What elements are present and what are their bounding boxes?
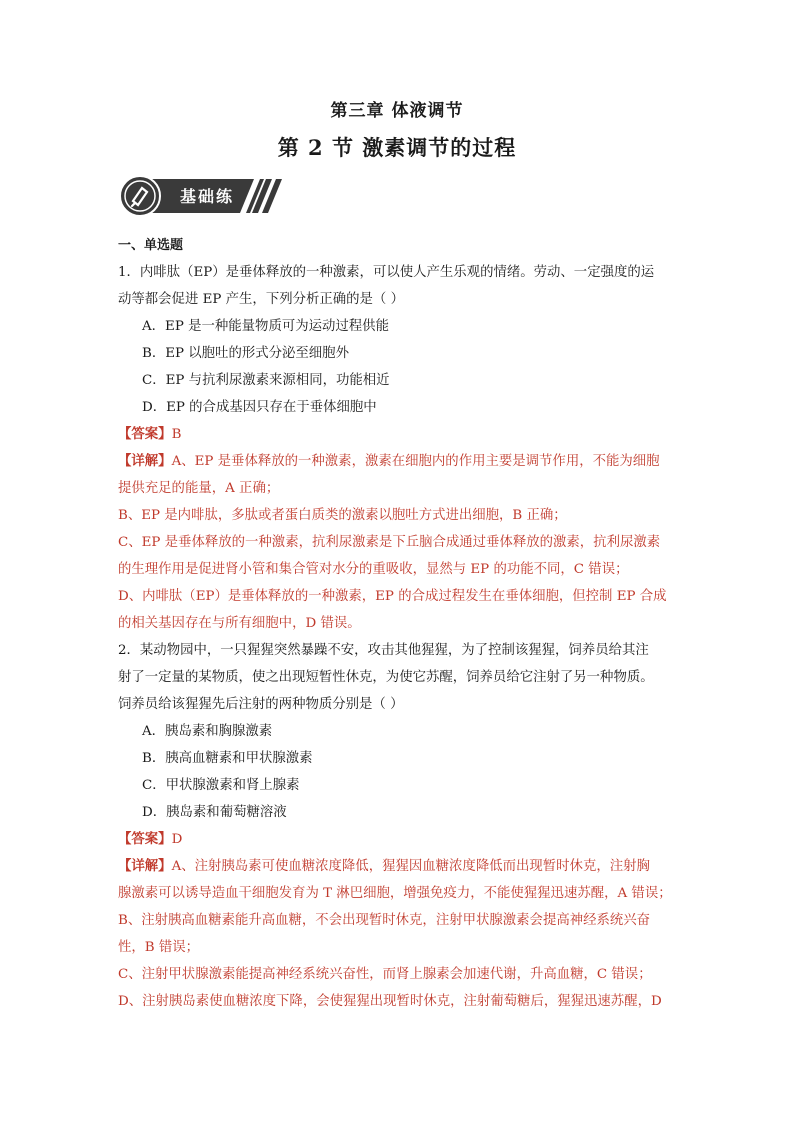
q2-answer	[118, 826, 684, 853]
q2-detail-line-5: C、注射甲状腺激素能提高神经系统兴奋性，而肾上腺素会加速代谢，升高血糖，C 错误；	[118, 967, 652, 982]
q2-stem-line-2: 射了一定量的某物质，使之出现短暂性休克，为使它苏醒，饲养员给它注射了另一种物质。	[118, 670, 654, 685]
q1-detail-label: 【详解】	[118, 453, 172, 469]
q2-detail-text: A、注射胰岛素可使血糖浓度降低，猩猩因血糖浓度降低而出现暂时休克，注射胸	[171, 859, 650, 874]
section-heading: 一、单选题	[118, 238, 184, 253]
q2-option-c: C．甲状腺激素和肾上腺素	[142, 778, 300, 793]
q2-answer-label: 【答案】	[118, 831, 172, 847]
q1-detail-line-1	[118, 448, 684, 475]
q2-option-a: A．胰岛素和胸腺激素	[142, 724, 273, 739]
question-content	[118, 232, 684, 1015]
q1-detail-line-7: 的相关基因存在与所有细胞中，D 错误。	[118, 616, 361, 631]
chapter-title: 第三章 体液调节	[330, 101, 464, 121]
q1-option-a: A．EP 是一种能量物质可为运动过程供能	[142, 319, 389, 334]
q1-answer	[118, 421, 684, 448]
q2-stem-line-3: 饲养员给该猩猩先后注射的两种物质分别是（ ）	[118, 697, 404, 712]
q2-detail-line-6: D、注射胰岛素使血糖浓度下降，会使猩猩出现暂时休克，注射葡萄糖后，猩猩迅速苏醒，D	[118, 994, 662, 1009]
section-title: 第 2 节 激素调节的过程	[277, 135, 517, 160]
q2-detail-line-1	[118, 853, 684, 880]
q1-detail-line-3: B、EP 是内啡肽，多肽或者蛋白质类的激素以胞吐方式进出细胞，B 正确；	[118, 508, 567, 523]
q2-detail-label: 【详解】	[118, 858, 172, 874]
q1-detail-line-2: 提供充足的能量，A 正确；	[118, 481, 280, 496]
q1-option-b: B．EP 以胞吐的形式分泌至细胞外	[142, 346, 349, 361]
basic-practice-banner	[118, 175, 286, 217]
q2-detail-line-4: 性，B 错误；	[118, 940, 200, 955]
q1-stem-line-2: 动等都会促进 EP 产生，下列分析正确的是（ ）	[118, 292, 404, 307]
q2-detail-line-3: B、注射胰高血糖素能升高血糖，不会出现暂时休克，注射甲状腺激素会提高神经系统兴奋	[118, 913, 651, 928]
q1-detail-line-4: C、EP 是垂体释放的一种激素，抗利尿激素是下丘脑合成通过垂体释放的激素，抗利尿激素	[118, 535, 661, 550]
q2-answer-value: D	[171, 832, 183, 847]
q1-detail-line-5: 的生理作用是促进肾小管和集合管对水分的重吸收，显然与 EP 的功能不同，C 错误；	[118, 562, 629, 577]
q1-detail-text: A、EP 是垂体释放的一种激素，激素在细胞内的作用主要是调节作用，不能为细胞	[171, 454, 660, 469]
q2-stem-line-1: 2．某动物园中，一只猩猩突然暴躁不安，攻击其他猩猩，为了控制该猩猩，饲养员给其注	[118, 643, 649, 658]
banner-label: 基础练	[180, 187, 235, 206]
q2-detail-line-2: 腺激素可以诱导造血干细胞发育为 T 淋巴细胞，增强免疫力，不能使猩猩迅速苏醒，A 错误；	[118, 886, 672, 901]
q1-answer-value: B	[171, 427, 182, 442]
q1-stem-line-1: 1．内啡肽（EP）是垂体释放的一种激素，可以使人产生乐观的情绪。劳动、一定强度的运	[118, 265, 655, 280]
q2-option-d: D．胰岛素和葡萄糖溶液	[142, 805, 287, 820]
q1-option-c: C．EP 与抗利尿激素来源相同，功能相近	[142, 373, 390, 388]
q2-option-b: B．胰高血糖素和甲状腺激素	[142, 751, 313, 766]
q1-answer-label: 【答案】	[118, 426, 172, 442]
q1-detail-line-6: D、内啡肽（EP）是垂体释放的一种激素，EP 的合成过程发生在垂体细胞，但控制 EP 合成	[118, 589, 667, 604]
q1-option-d: D．EP 的合成基因只存在于垂体细胞中	[142, 400, 377, 415]
